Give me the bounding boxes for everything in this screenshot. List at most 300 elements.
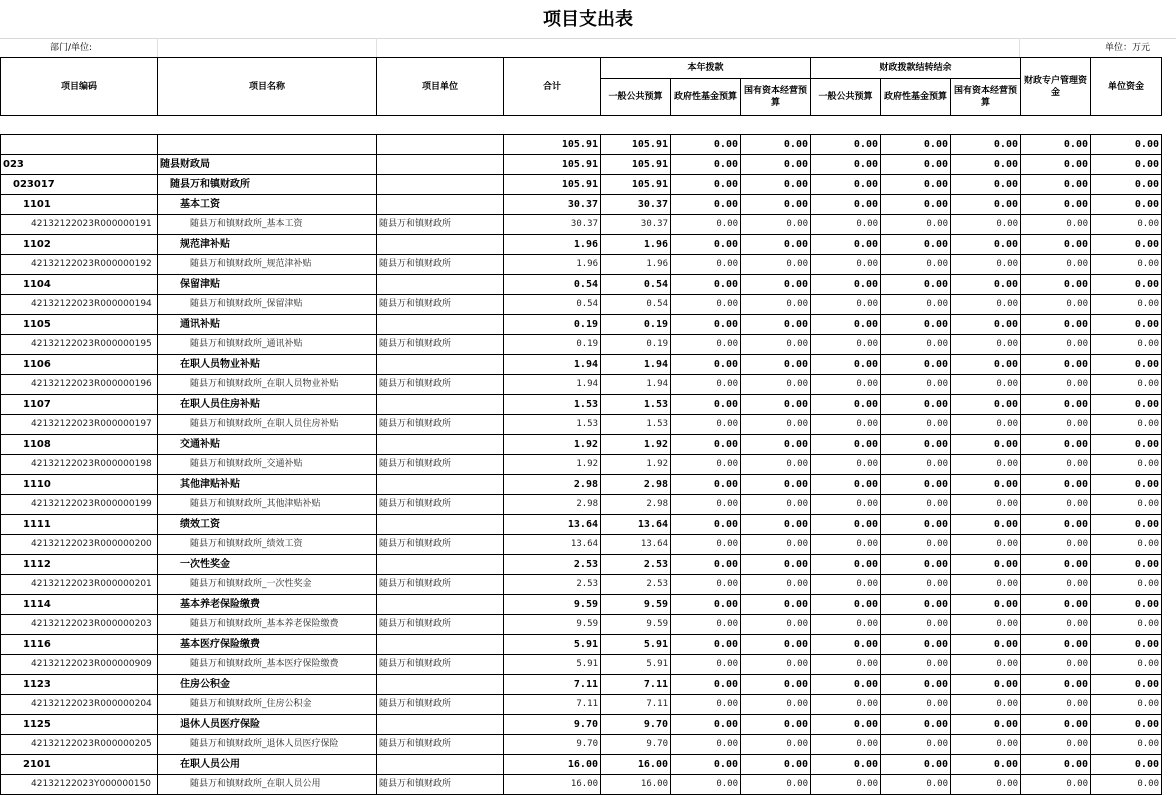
cell-name: 随县万和镇财政所_交通补贴 bbox=[158, 455, 377, 475]
header-carry-gov-fund: 政府性基金预算 bbox=[881, 79, 951, 116]
cell-name: 绩效工资 bbox=[158, 515, 377, 535]
cell-amount: 0.00 bbox=[881, 555, 951, 575]
cell-amount: 0.00 bbox=[741, 775, 811, 795]
table-row bbox=[1, 635, 1162, 655]
cell-amount: 0.00 bbox=[1091, 395, 1162, 415]
cell-amount: 0.00 bbox=[671, 435, 741, 455]
cell-amount: 0.00 bbox=[741, 295, 811, 315]
cell-amount: 0.00 bbox=[951, 695, 1021, 715]
cell-amount: 0.00 bbox=[671, 175, 741, 195]
cell-total: 2.53 bbox=[504, 575, 601, 595]
cell-code: 42132122023R000000195 bbox=[1, 335, 158, 355]
cell-amount: 0.00 bbox=[741, 755, 811, 775]
cell-code: 1105 bbox=[1, 315, 158, 335]
cell-amount: 0.00 bbox=[881, 735, 951, 755]
cell-amount: 9.59 bbox=[601, 595, 671, 615]
cell-total: 16.00 bbox=[504, 775, 601, 795]
cell-unit: 随县万和镇财政所 bbox=[377, 615, 504, 635]
cell-amount: 0.00 bbox=[741, 575, 811, 595]
cell-amount: 0.00 bbox=[1091, 655, 1162, 675]
cell-amount: 0.00 bbox=[951, 335, 1021, 355]
table-row bbox=[1, 275, 1162, 295]
header-name: 项目名称 bbox=[158, 58, 377, 116]
cell-amount: 0.00 bbox=[1021, 555, 1091, 575]
cell-unit bbox=[377, 175, 504, 195]
cell-amount: 0.00 bbox=[1021, 275, 1091, 295]
cell-amount: 0.00 bbox=[1091, 215, 1162, 235]
cell-amount: 0.00 bbox=[951, 255, 1021, 275]
cell-amount: 0.00 bbox=[811, 255, 881, 275]
cell-amount: 0.00 bbox=[1091, 495, 1162, 515]
header-special-fund: 财政专户管理资金 bbox=[1021, 58, 1091, 116]
cell-amount: 0.00 bbox=[951, 175, 1021, 195]
cell-name: 随县万和镇财政所_退休人员医疗保险 bbox=[158, 735, 377, 755]
table-row bbox=[1, 295, 1162, 315]
cell-amount: 0.00 bbox=[881, 515, 951, 535]
grid-line bbox=[376, 38, 377, 58]
cell-name: 在职人员物业补贴 bbox=[158, 355, 377, 375]
cell-amount: 0.00 bbox=[671, 515, 741, 535]
cell-total: 1.94 bbox=[504, 355, 601, 375]
cell-amount: 0.00 bbox=[1091, 555, 1162, 575]
cell-total: 2.98 bbox=[504, 475, 601, 495]
cell-amount: 0.00 bbox=[1091, 715, 1162, 735]
cell-total: 7.11 bbox=[504, 675, 601, 695]
cell-amount: 105.91 bbox=[601, 135, 671, 155]
department-label: 部门/单位: bbox=[50, 43, 93, 53]
cell-amount: 0.00 bbox=[671, 315, 741, 335]
cell-amount: 0.00 bbox=[881, 535, 951, 555]
header-group-current: 本年拨款 bbox=[601, 58, 811, 79]
cell-amount: 0.00 bbox=[951, 455, 1021, 475]
spacer-row bbox=[1, 116, 1162, 135]
cell-total: 0.19 bbox=[504, 315, 601, 335]
cell-unit bbox=[377, 595, 504, 615]
table-row bbox=[1, 215, 1162, 235]
cell-amount: 0.00 bbox=[1091, 375, 1162, 395]
table-row bbox=[1, 135, 1162, 155]
cell-total: 9.59 bbox=[504, 595, 601, 615]
cell-amount: 2.98 bbox=[601, 495, 671, 515]
cell-amount: 0.00 bbox=[741, 615, 811, 635]
cell-code: 42132122023R000000191 bbox=[1, 215, 158, 235]
cell-amount: 0.00 bbox=[1091, 735, 1162, 755]
cell-unit bbox=[377, 635, 504, 655]
cell-unit bbox=[377, 515, 504, 535]
cell-unit: 随县万和镇财政所 bbox=[377, 415, 504, 435]
cell-amount: 0.00 bbox=[951, 475, 1021, 495]
cell-amount: 0.00 bbox=[1091, 575, 1162, 595]
cell-amount: 0.00 bbox=[741, 695, 811, 715]
cell-amount: 0.00 bbox=[671, 375, 741, 395]
cell-amount: 0.00 bbox=[671, 495, 741, 515]
cell-total: 1.96 bbox=[504, 255, 601, 275]
table-row bbox=[1, 555, 1162, 575]
cell-amount: 0.00 bbox=[741, 735, 811, 755]
cell-name: 随县万和镇财政所_在职人员住房补贴 bbox=[158, 415, 377, 435]
cell-code: 1116 bbox=[1, 635, 158, 655]
cell-total: 13.64 bbox=[504, 535, 601, 555]
cell-name: 随县万和镇财政所_基本养老保险缴费 bbox=[158, 615, 377, 635]
table-row bbox=[1, 495, 1162, 515]
cell-amount: 0.00 bbox=[741, 135, 811, 155]
cell-amount: 0.00 bbox=[1021, 655, 1091, 675]
cell-amount: 1.94 bbox=[601, 375, 671, 395]
cell-unit: 随县万和镇财政所 bbox=[377, 255, 504, 275]
cell-amount: 0.00 bbox=[951, 675, 1021, 695]
cell-amount: 0.00 bbox=[741, 255, 811, 275]
cell-amount: 0.00 bbox=[741, 315, 811, 335]
cell-unit: 随县万和镇财政所 bbox=[377, 215, 504, 235]
cell-amount: 0.00 bbox=[881, 755, 951, 775]
cell-amount: 0.00 bbox=[811, 555, 881, 575]
cell-amount: 0.00 bbox=[1021, 435, 1091, 455]
cell-name: 通讯补贴 bbox=[158, 315, 377, 335]
cell-amount: 7.11 bbox=[601, 675, 671, 695]
cell-amount: 0.00 bbox=[1091, 295, 1162, 315]
cell-code: 1106 bbox=[1, 355, 158, 375]
cell-name: 随县万和镇财政所_一次性奖金 bbox=[158, 575, 377, 595]
cell-amount: 0.00 bbox=[1021, 615, 1091, 635]
cell-name: 在职人员公用 bbox=[158, 755, 377, 775]
table-body bbox=[1, 116, 1162, 795]
cell-amount: 0.00 bbox=[811, 455, 881, 475]
cell-amount: 0.00 bbox=[881, 135, 951, 155]
header-carry-state-capital: 国有资本经营预算 bbox=[951, 79, 1021, 116]
cell-amount: 0.00 bbox=[811, 395, 881, 415]
cell-amount: 0.00 bbox=[811, 535, 881, 555]
cell-unit bbox=[377, 395, 504, 415]
cell-amount: 0.00 bbox=[881, 155, 951, 175]
cell-name bbox=[158, 135, 377, 155]
cell-unit bbox=[377, 435, 504, 455]
table-row bbox=[1, 755, 1162, 775]
cell-total: 0.54 bbox=[504, 275, 601, 295]
cell-amount: 0.00 bbox=[1021, 235, 1091, 255]
cell-amount: 0.00 bbox=[741, 655, 811, 675]
cell-name: 随县万和镇财政所_住房公积金 bbox=[158, 695, 377, 715]
cell-amount: 0.54 bbox=[601, 275, 671, 295]
cell-amount: 0.54 bbox=[601, 295, 671, 315]
cell-amount: 0.00 bbox=[1021, 515, 1091, 535]
cell-amount: 0.00 bbox=[1021, 135, 1091, 155]
cell-name: 随县万和镇财政所_保留津贴 bbox=[158, 295, 377, 315]
cell-unit bbox=[377, 355, 504, 375]
cell-total: 30.37 bbox=[504, 215, 601, 235]
cell-amount: 0.00 bbox=[951, 615, 1021, 635]
cell-total: 1.53 bbox=[504, 415, 601, 435]
cell-amount: 0.00 bbox=[951, 555, 1021, 575]
cell-amount: 0.00 bbox=[671, 295, 741, 315]
cell-amount: 0.00 bbox=[881, 775, 951, 795]
cell-amount: 0.00 bbox=[881, 655, 951, 675]
cell-amount: 0.00 bbox=[811, 275, 881, 295]
cell-amount: 0.00 bbox=[951, 415, 1021, 435]
cell-amount: 1.96 bbox=[601, 255, 671, 275]
cell-name: 随县万和镇财政所_在职人员物业补贴 bbox=[158, 375, 377, 395]
cell-amount: 0.00 bbox=[1091, 615, 1162, 635]
cell-code: 023017 bbox=[1, 175, 158, 195]
cell-amount: 0.00 bbox=[671, 155, 741, 175]
cell-amount: 105.91 bbox=[601, 155, 671, 175]
cell-amount: 0.00 bbox=[1021, 695, 1091, 715]
cell-amount: 0.00 bbox=[951, 495, 1021, 515]
cell-unit bbox=[377, 315, 504, 335]
cell-unit: 随县万和镇财政所 bbox=[377, 575, 504, 595]
cell-unit bbox=[377, 155, 504, 175]
cell-amount: 0.00 bbox=[741, 515, 811, 535]
cell-amount: 0.00 bbox=[951, 355, 1021, 375]
cell-name: 其他津贴补贴 bbox=[158, 475, 377, 495]
cell-unit: 随县万和镇财政所 bbox=[377, 735, 504, 755]
cell-amount: 0.00 bbox=[741, 235, 811, 255]
cell-amount: 0.00 bbox=[1021, 395, 1091, 415]
cell-amount: 0.00 bbox=[1091, 775, 1162, 795]
cell-amount: 0.00 bbox=[881, 575, 951, 595]
cell-amount: 0.00 bbox=[671, 335, 741, 355]
cell-amount: 0.00 bbox=[811, 675, 881, 695]
cell-amount: 0.00 bbox=[671, 475, 741, 495]
cell-total: 13.64 bbox=[504, 515, 601, 535]
table-row bbox=[1, 155, 1162, 175]
cell-code: 42132122023R000000201 bbox=[1, 575, 158, 595]
cell-amount: 0.00 bbox=[881, 695, 951, 715]
cell-amount: 0.00 bbox=[811, 195, 881, 215]
cell-amount: 2.53 bbox=[601, 555, 671, 575]
cell-amount: 13.64 bbox=[601, 535, 671, 555]
cell-amount: 0.00 bbox=[741, 715, 811, 735]
cell-amount: 0.00 bbox=[951, 755, 1021, 775]
cell-amount: 0.00 bbox=[811, 695, 881, 715]
cell-amount: 0.00 bbox=[1091, 175, 1162, 195]
cell-amount: 0.19 bbox=[601, 315, 671, 335]
cell-amount: 0.00 bbox=[671, 615, 741, 635]
cell-amount: 0.00 bbox=[881, 675, 951, 695]
cell-amount: 0.00 bbox=[951, 595, 1021, 615]
cell-total: 105.91 bbox=[504, 155, 601, 175]
cell-amount: 0.00 bbox=[741, 675, 811, 695]
cell-amount: 9.70 bbox=[601, 715, 671, 735]
cell-amount: 0.00 bbox=[951, 635, 1021, 655]
cell-amount: 0.00 bbox=[671, 135, 741, 155]
header-code: 项目编码 bbox=[1, 58, 158, 116]
cell-amount: 0.00 bbox=[811, 515, 881, 535]
header-general-budget: 一般公共预算 bbox=[601, 79, 671, 116]
cell-unit: 随县万和镇财政所 bbox=[377, 695, 504, 715]
cell-amount: 0.00 bbox=[951, 155, 1021, 175]
cell-amount: 0.00 bbox=[1091, 415, 1162, 435]
cell-amount: 1.92 bbox=[601, 435, 671, 455]
cell-amount: 0.00 bbox=[1091, 335, 1162, 355]
cell-code: 42132122023R000000909 bbox=[1, 655, 158, 675]
grid-line bbox=[1019, 38, 1020, 58]
table-row bbox=[1, 255, 1162, 275]
cell-unit: 随县万和镇财政所 bbox=[377, 495, 504, 515]
cell-amount: 0.00 bbox=[951, 535, 1021, 555]
table-row bbox=[1, 535, 1162, 555]
cell-amount: 1.92 bbox=[601, 455, 671, 475]
cell-name: 随县财政局 bbox=[158, 155, 377, 175]
table-row bbox=[1, 315, 1162, 335]
cell-amount: 0.00 bbox=[811, 615, 881, 635]
cell-amount: 5.91 bbox=[601, 655, 671, 675]
cell-name: 随县万和镇财政所_其他津贴补贴 bbox=[158, 495, 377, 515]
cell-amount: 0.00 bbox=[951, 735, 1021, 755]
cell-amount: 0.00 bbox=[1021, 315, 1091, 335]
cell-amount: 0.00 bbox=[811, 335, 881, 355]
cell-name: 住房公积金 bbox=[158, 675, 377, 695]
cell-total: 16.00 bbox=[504, 755, 601, 775]
cell-amount: 0.00 bbox=[741, 375, 811, 395]
cell-code: 1110 bbox=[1, 475, 158, 495]
table-row bbox=[1, 455, 1162, 475]
cell-total: 0.54 bbox=[504, 295, 601, 315]
cell-amount: 0.00 bbox=[881, 615, 951, 635]
cell-amount: 0.00 bbox=[671, 595, 741, 615]
cell-code: 42132122023R000000205 bbox=[1, 735, 158, 755]
cell-code bbox=[1, 135, 158, 155]
cell-amount: 0.00 bbox=[811, 215, 881, 235]
cell-amount: 2.98 bbox=[601, 475, 671, 495]
cell-amount: 0.00 bbox=[741, 195, 811, 215]
cell-amount: 0.00 bbox=[951, 715, 1021, 735]
cell-name: 随县万和镇财政所_基本工资 bbox=[158, 215, 377, 235]
table-row bbox=[1, 595, 1162, 615]
table-row bbox=[1, 435, 1162, 455]
cell-code: 42132122023R000000200 bbox=[1, 535, 158, 555]
cell-amount: 0.00 bbox=[881, 415, 951, 435]
cell-amount: 0.00 bbox=[1091, 675, 1162, 695]
cell-unit bbox=[377, 135, 504, 155]
cell-amount: 0.00 bbox=[811, 775, 881, 795]
cell-amount: 0.00 bbox=[1091, 435, 1162, 455]
header-state-capital: 国有资本经营预算 bbox=[741, 79, 811, 116]
table-row bbox=[1, 695, 1162, 715]
cell-amount: 30.37 bbox=[601, 195, 671, 215]
cell-code: 1111 bbox=[1, 515, 158, 535]
cell-amount: 0.00 bbox=[1021, 215, 1091, 235]
cell-amount: 0.00 bbox=[741, 635, 811, 655]
cell-unit: 随县万和镇财政所 bbox=[377, 535, 504, 555]
cell-unit: 随县万和镇财政所 bbox=[377, 335, 504, 355]
cell-amount: 0.00 bbox=[741, 435, 811, 455]
cell-name: 随县万和镇财政所_通讯补贴 bbox=[158, 335, 377, 355]
cell-total: 1.53 bbox=[504, 395, 601, 415]
cell-name: 交通补贴 bbox=[158, 435, 377, 455]
cell-code: 42132122023Y000000150 bbox=[1, 775, 158, 795]
cell-name: 在职人员住房补贴 bbox=[158, 395, 377, 415]
cell-amount: 0.00 bbox=[671, 215, 741, 235]
cell-amount: 0.00 bbox=[741, 535, 811, 555]
cell-amount: 2.53 bbox=[601, 575, 671, 595]
cell-amount: 0.00 bbox=[1091, 255, 1162, 275]
cell-amount: 16.00 bbox=[601, 755, 671, 775]
header-group-carryover: 财政拨款结转结余 bbox=[811, 58, 1021, 79]
cell-amount: 0.00 bbox=[671, 415, 741, 435]
cell-amount: 0.00 bbox=[1021, 715, 1091, 735]
cell-amount: 0.00 bbox=[671, 695, 741, 715]
cell-amount: 0.00 bbox=[671, 195, 741, 215]
cell-code: 1107 bbox=[1, 395, 158, 415]
cell-code: 1114 bbox=[1, 595, 158, 615]
cell-amount: 0.00 bbox=[671, 655, 741, 675]
cell-code: 42132122023R000000204 bbox=[1, 695, 158, 715]
cell-amount: 0.00 bbox=[1021, 595, 1091, 615]
cell-total: 1.92 bbox=[504, 435, 601, 455]
cell-amount: 0.00 bbox=[1021, 375, 1091, 395]
table-row bbox=[1, 355, 1162, 375]
cell-total: 1.96 bbox=[504, 235, 601, 255]
cell-amount: 0.00 bbox=[1021, 415, 1091, 435]
cell-amount: 7.11 bbox=[601, 695, 671, 715]
cell-amount: 0.00 bbox=[741, 215, 811, 235]
cell-amount: 1.53 bbox=[601, 415, 671, 435]
cell-code: 42132122023R000000194 bbox=[1, 295, 158, 315]
cell-unit: 随县万和镇财政所 bbox=[377, 375, 504, 395]
cell-total: 9.59 bbox=[504, 615, 601, 635]
cell-amount: 0.00 bbox=[881, 175, 951, 195]
grid-line bbox=[157, 38, 158, 58]
cell-amount: 0.00 bbox=[1091, 155, 1162, 175]
cell-amount: 0.00 bbox=[811, 155, 881, 175]
table-row bbox=[1, 735, 1162, 755]
cell-amount: 0.00 bbox=[881, 315, 951, 335]
cell-unit bbox=[377, 555, 504, 575]
cell-total: 2.98 bbox=[504, 495, 601, 515]
table-row bbox=[1, 335, 1162, 355]
table-row bbox=[1, 415, 1162, 435]
cell-amount: 0.00 bbox=[811, 635, 881, 655]
cell-total: 7.11 bbox=[504, 695, 601, 715]
cell-amount: 0.00 bbox=[881, 455, 951, 475]
cell-amount: 0.00 bbox=[811, 735, 881, 755]
cell-amount: 0.00 bbox=[951, 515, 1021, 535]
cell-total: 5.91 bbox=[504, 635, 601, 655]
cell-code: 42132122023R000000198 bbox=[1, 455, 158, 475]
cell-code: 42132122023R000000197 bbox=[1, 415, 158, 435]
cell-unit: 随县万和镇财政所 bbox=[377, 655, 504, 675]
cell-amount: 0.00 bbox=[741, 395, 811, 415]
cell-total: 0.19 bbox=[504, 335, 601, 355]
cell-code: 023 bbox=[1, 155, 158, 175]
cell-amount: 0.00 bbox=[671, 735, 741, 755]
cell-total: 9.70 bbox=[504, 735, 601, 755]
page-title: 项目支出表 bbox=[0, 0, 1176, 39]
table-row bbox=[1, 375, 1162, 395]
cell-unit bbox=[377, 195, 504, 215]
cell-amount: 0.00 bbox=[1021, 255, 1091, 275]
cell-amount: 0.00 bbox=[881, 715, 951, 735]
cell-amount: 0.00 bbox=[671, 555, 741, 575]
cell-amount: 0.00 bbox=[1021, 755, 1091, 775]
table-row bbox=[1, 515, 1162, 535]
cell-name: 随县万和镇财政所 bbox=[158, 175, 377, 195]
cell-amount: 0.00 bbox=[951, 295, 1021, 315]
cell-name: 随县万和镇财政所_绩效工资 bbox=[158, 535, 377, 555]
header-carry-general: 一般公共预算 bbox=[811, 79, 881, 116]
cell-amount: 30.37 bbox=[601, 215, 671, 235]
cell-amount: 0.00 bbox=[741, 155, 811, 175]
cell-amount: 0.00 bbox=[881, 495, 951, 515]
cell-amount: 0.00 bbox=[671, 535, 741, 555]
header-unit-fund: 单位资金 bbox=[1091, 58, 1162, 116]
cell-amount: 0.00 bbox=[1021, 335, 1091, 355]
cell-amount: 0.00 bbox=[881, 335, 951, 355]
cell-amount: 0.00 bbox=[811, 575, 881, 595]
cell-amount: 0.00 bbox=[1021, 295, 1091, 315]
cell-amount: 0.00 bbox=[1091, 235, 1162, 255]
cell-amount: 0.00 bbox=[811, 715, 881, 735]
